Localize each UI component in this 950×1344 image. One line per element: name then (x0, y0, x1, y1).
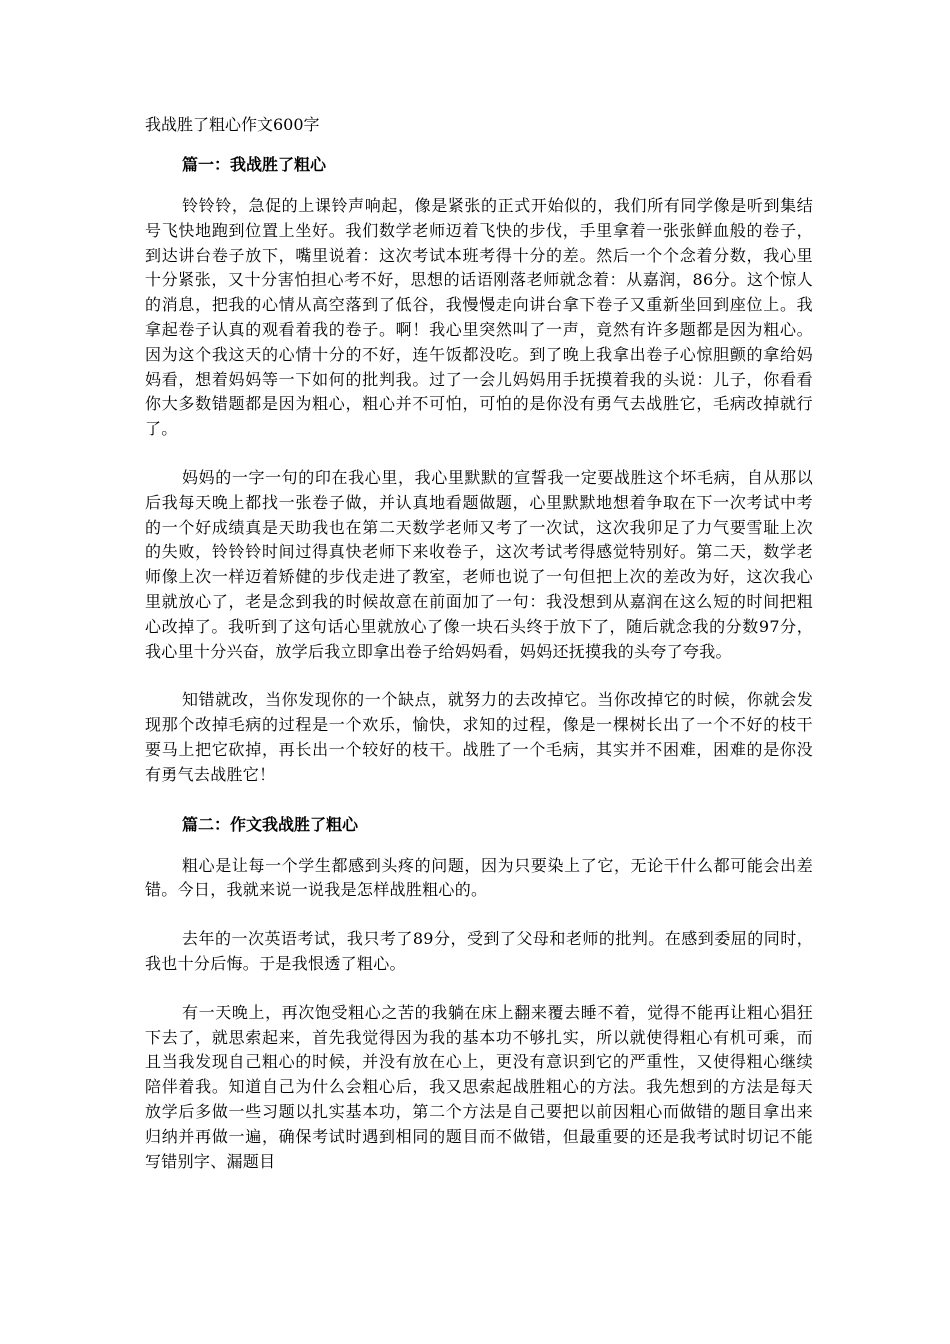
document-page (145, 112, 813, 1174)
paragraph: 有一天晚上，再次饱受粗心之苦的我躺在床上翻来覆去睡不着，觉得不能再让粗心猖狂下去了，就思索起来，首先我觉得因为我的基本功不够扎实，所以就使得粗心有机可乘，而且当我发现自己粗心的时候，并没有放在心上，更没有意识到它的严重性，又使得粗心继续陪伴着我。知道自己为什么会粗心后，我又思索起战胜粗心的方法。我先想到的方法是每天放学后多做一些习题以扎实基本功，第二个方法是自己要把以前因粗心而做错的题目拿出来归纳并再做一遍，确保考试时遇到相同的题目而不做错，但最重要的还是我考试时切记不能写错别字、漏题目 (145, 1002, 813, 1171)
section-heading-2: 篇二：作文我战胜了粗心 (182, 814, 359, 834)
paragraph: 妈妈的一字一句的印在我心里，我心里默默的宣誓我一定要战胜这个坏毛病，自从那以后我每天晚上都找一张卷子做，并认真地看题做题，心里默默地想着争取在下一次考试中考的一个好成绩真是天助我也在第二天数学老师又考了一次试，这次我卯足了力气要雪耻上次的失败，铃铃铃时间过得真快老师下来收卷子，这次考试考得感觉特别好。第二天，数学老师像上次一样迈着矫健的步伐走进了教室，老师也说了一句但把上次的差改为好，这次我心里就放心了，老是念到我的时候故意在前面加了一句：我没想到从嘉润在这么短的时间把粗心改掉了。我听到了这句话心里就放心了像一块石头终于放下了，随后就念我的分数97分，我心里十分兴奋，放学后我立即拿出卷子给妈妈看，妈妈还抚摸我的头夸了夸我。 (145, 467, 813, 661)
paragraph: 去年的一次英语考试，我只考了89分，受到了父母和老师的批判。在感到委屈的同时，我也十分后悔。于是我恨透了粗心。 (145, 929, 813, 973)
paragraph: 粗心是让每一个学生都感到头疼的问题，因为只要染上了它，无论干什么都可能会出差错。今日，我就来说一说我是怎样战胜粗心的。 (145, 855, 813, 900)
document-title: 我战胜了粗心作文600字 (145, 115, 320, 134)
paragraph: 知错就改，当你发现你的一个缺点，就努力的去改掉它。当你改掉它的时候，你就会发现那个改掉毛病的过程是一个欢乐，愉快，求知的过程，像是一棵树长出了一个不好的枝干要马上把它砍掉，再长出一个较好的枝干。战胜了一个毛病，其实并不困难，困难的是你没有勇气去战胜它！ (145, 690, 813, 784)
paragraph: 铃铃铃，急促的上课铃声响起，像是紧张的正式开始似的，我们所有同学像是听到集结号飞快地跑到位置上坐好。我们数学老师迈着飞快的步伐，手里拿着一张张鲜血般的卷子，到达讲台卷子放下，嘴里说着：这次考试本班考得十分的差。然后一个个念着分数，我心里十分紧张，又十分害怕担心考不好，思想的话语刚落老师就念着：从嘉润，86分。这个惊人的消息，把我的心情从高空落到了低谷，我慢慢走向讲台拿下卷子又重新坐回到座位上。我拿起卷子认真的观看着我的卷子。啊！我心里突然叫了一声，竟然有许多题都是因为粗心。因为这个我这天的心情十分的不好，连午饭都没吃。到了晚上我拿出卷子心惊胆颤的拿给妈妈看，想着妈妈等一下如何的批判我。过了一会儿妈妈用手抚摸着我的头说：儿子，你看看你大多数错题都是因为粗心，粗心并不可怕，可怕的是你没有勇气去战胜它，毛病改掉就行了。 (145, 196, 813, 439)
section-heading-1: 篇一：我战胜了粗心 (182, 155, 327, 174)
